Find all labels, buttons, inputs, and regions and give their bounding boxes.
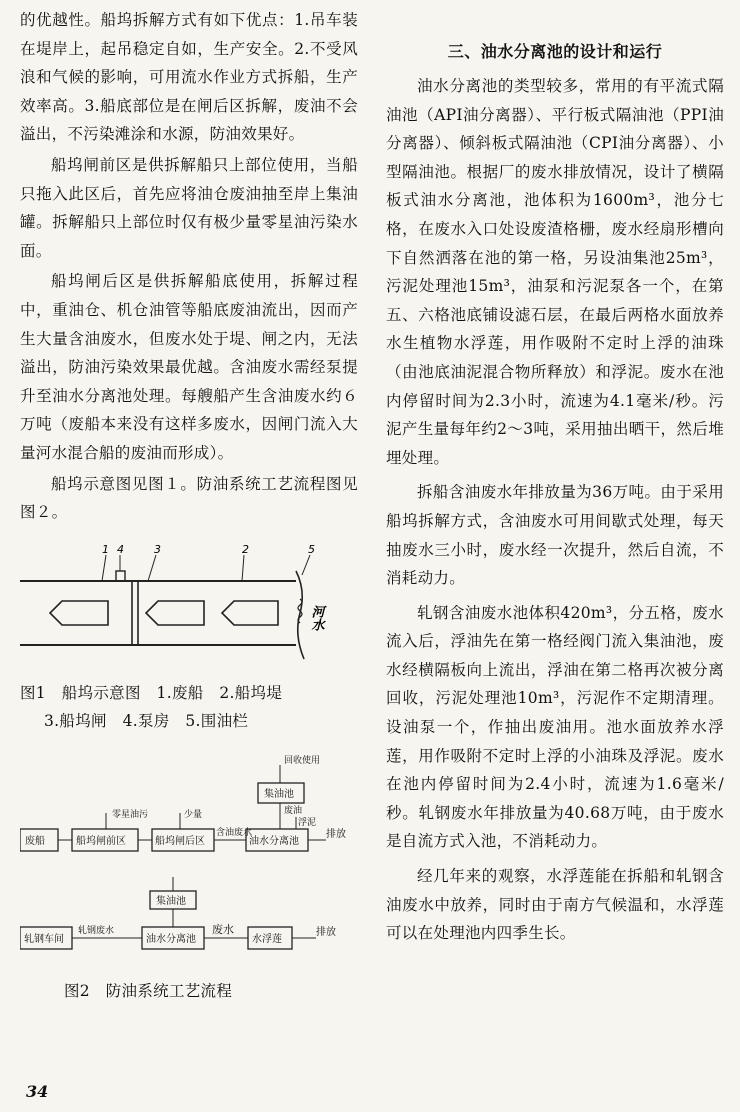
flow-label: 轧钢废水 — [78, 925, 115, 936]
flow-label: 回收使用 — [284, 755, 321, 766]
oil-boom — [296, 571, 304, 659]
marker-label: 1 — [102, 542, 109, 556]
flow-box: 集油池 — [264, 788, 294, 800]
paragraph: 船坞闸后区是供拆解船底使用，拆解过程中，重油仓、机仓油管等船底废油流出，因而产生大量含油废水，但废水处于堤、闸之内，无法溢出，防油污染效果最优越。含油废水需经泵提升至油水分离池处理。每艘船产生含油废水约６万吨（废船本来没有这样多废水，因闸门流入大量河水混合船的废油而形成）。 — [20, 272, 358, 462]
paragraph: 船坞闸前区是供拆解船只上部位使用，当船只拖入此区后，首先应将油仓废油抽至岸上集油罐。拆解船只上部位时仅有极少量零星油污染水面。 — [20, 155, 358, 260]
right-column — [386, 6, 724, 950]
flow-box: 船坞闸前区 — [76, 835, 126, 847]
paragraph: 的优越性。船坞拆解方式有如下优点：1.吊车装在堤岸上，起吊稳定自如，生产安全。2.不受风浪和气候的影响，可用流水作业方式拆船，生产效率高。3.船底部位是在闸后区拆解，废油不会溢出，不污染滩涂和水源，防油效果好。 — [20, 11, 358, 144]
flow-label: 少量 — [184, 809, 203, 820]
paragraph: 经几年来的观察，水浮莲能在拆船和轧钢含油废水中放养，同时由于南方气候温和，水浮莲可以在处理池内四季生长。 — [386, 867, 724, 943]
paragraph: 船坞示意图见图１。防油系统工艺流程图见图２。 — [20, 474, 358, 522]
pump-house — [116, 571, 125, 581]
marker-label: 4 — [117, 542, 124, 556]
paragraph: 拆船含油废水年排放量为36万吨。由于采用船坞拆解方式，含油废水可用间歇式处理，每天抽废水三小时，废水经一次提升，然后自流，不消耗动力。 — [386, 483, 724, 588]
flow-box: 油水分离池 — [249, 835, 299, 847]
paragraph: 轧钢含油废水池体积420m³，分五格，废水流入后，浮油先在第一格经阀门流入集油池，废水经横隔板向上流出，浮油在第二格再次被分离回收，污泥处理池10m³，污泥作不定期清理。设油泵一个，作抽出废油用。池水面放养水浮莲，用作吸附不定时上浮的小油珠及浮泥。废水在池内停留时间为2.4小时，流速为1.6毫米/秒。轧钢废水年排放量为40.68万吨，由于废水是自流方式入池，不消耗动力。 — [386, 603, 724, 851]
ship-2 — [146, 601, 204, 625]
figure-2-caption: 图2 防油系统工艺流程 — [64, 981, 233, 1000]
process-flow-diagram — [20, 743, 358, 955]
river-label: 河水 — [308, 604, 324, 631]
figure-1-caption: 图1 船坞示意图 1.废船 2.船坞堤 — [20, 683, 283, 702]
flow-label: 废水 — [212, 922, 234, 936]
marker-label: 5 — [308, 542, 315, 556]
flow-box: 油水分离池 — [146, 933, 196, 945]
figure-1-caption: 3.船坞闸 4.泵房 5.围油栏 — [44, 711, 249, 730]
figure-1 — [20, 541, 358, 735]
flow-label: 排放 — [326, 828, 346, 840]
marker-label: 3 — [154, 542, 161, 556]
marker-label: 2 — [242, 542, 249, 556]
flow-box: 船坞闸后区 — [155, 835, 205, 847]
dock-diagram — [20, 541, 358, 671]
flow-box: 废船 — [25, 835, 45, 847]
dock-gate — [132, 581, 138, 645]
flow-label: 零星油污 — [112, 809, 149, 820]
flow-label: 废油 — [284, 805, 303, 816]
paragraph: 油水分离池的类型较多，常用的有平流式隔油池（API油分离器）、平行板式隔油池（PPI油分离器）、倾斜板式隔油池（CPI油分离器）、小型隔油池。根据厂的废水排放情况，设计了横隔板式油水分离池，池体积为1600m³，池分七格，在废水入口处设废渣格栅，废水经扇形槽向下自然洒落在池的第一格，另设油集池25m³，污泥处理池15m³，油泵和污泥泵各一个，在第五、六格池底铺设滤石层，在最后两格水面放养水生植物水浮莲，用作吸附不定时上浮的油珠（由池底油泥混合物所释放）和浮泥。废水在池内停留时间为2.3小时，流速为4.1毫米/秒。污泥产生量每年约2～3吨，采用抽出晒干，然后堆埋处理。 — [386, 77, 724, 467]
flow-box: 水浮莲 — [252, 933, 282, 945]
flow-label: 含油废水 — [216, 827, 253, 838]
section-title: 三、油水分离池的设计和运行 — [447, 42, 663, 61]
flow-box: 集油池 — [156, 895, 186, 907]
flow-label: 浮泥 — [298, 817, 317, 828]
ship-1 — [50, 601, 108, 625]
flow-label: 排放 — [316, 926, 336, 938]
figure-2 — [20, 743, 358, 1005]
ship-3 — [222, 601, 278, 625]
flow-box: 轧钢车间 — [24, 933, 64, 945]
left-column — [20, 6, 358, 1005]
page-number: 34 — [26, 1082, 49, 1101]
